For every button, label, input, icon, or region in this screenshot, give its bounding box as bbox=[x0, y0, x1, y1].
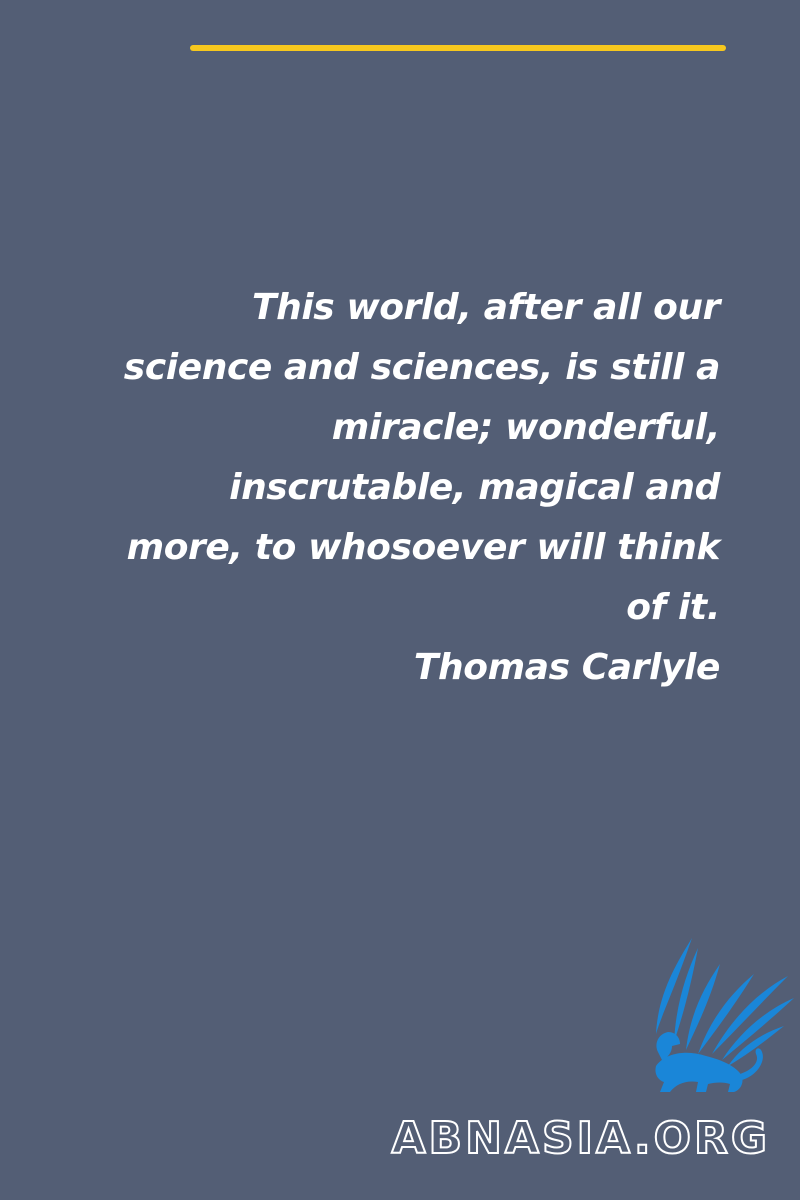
quote-line: of it. bbox=[626, 587, 720, 628]
quote-line: This world, after all our bbox=[251, 287, 720, 328]
quote-line: science and sciences, is still a bbox=[123, 347, 720, 388]
quote-block bbox=[60, 278, 720, 698]
quote-line: miracle; wonderful, bbox=[331, 407, 720, 448]
site-name: ABNASIA.ORG bbox=[391, 1113, 770, 1164]
quote-author: Thomas Carlyle bbox=[413, 647, 720, 688]
griffin-icon bbox=[636, 934, 796, 1096]
quote-line: more, to whosoever will think bbox=[126, 527, 720, 568]
accent-divider bbox=[190, 45, 726, 51]
quote-line: inscrutable, magical and bbox=[229, 467, 720, 508]
